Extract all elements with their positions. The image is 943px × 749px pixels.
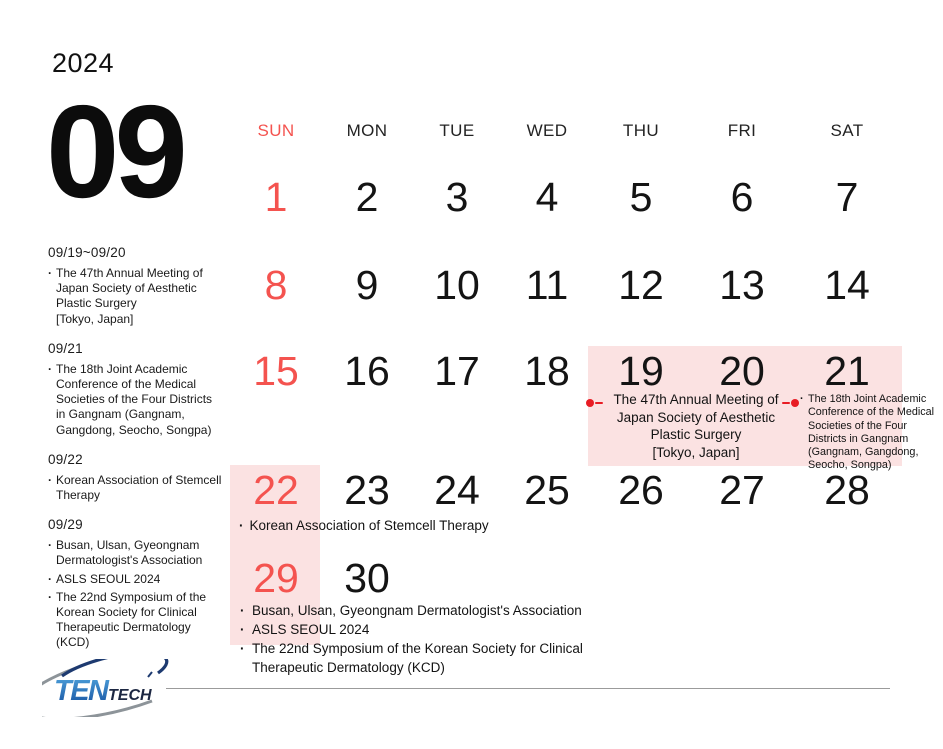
day-cell-24: 24 <box>434 467 480 513</box>
sidebar-event-list <box>48 266 224 327</box>
sidebar-section-sep19-20 <box>48 245 224 327</box>
event-title: The 47th Annual Meeting of Japan Society of Aesthetic Plastic Surgery <box>613 392 779 442</box>
day-cell-1: 1 <box>264 174 288 220</box>
pin-dot <box>791 399 799 407</box>
day-cell-13: 13 <box>719 262 765 308</box>
day-cell-25: 25 <box>524 467 570 513</box>
day-cell-27: 27 <box>719 467 765 513</box>
sidebar-date-range: 09/29 <box>48 517 83 533</box>
weekday-wed: WED <box>526 121 568 140</box>
day-cell-empty <box>690 556 794 600</box>
sidebar-section-sep22 <box>48 452 224 503</box>
day-cell-21: 21 <box>824 348 870 394</box>
calendar-event-sep19-20 <box>597 391 795 461</box>
day-cell-3: 3 <box>445 174 469 220</box>
sidebar-event-item: · The 18th Joint Academic Conference of the Medical Societies of the Four Districts in Gangnam (Gangnam, Gangdong, Seocho, Songpa) <box>48 362 224 438</box>
tentech-logo <box>42 659 170 717</box>
day-cell-11: 11 <box>525 262 569 308</box>
event-item: · Busan, Ulsan, Gyeongnam Dermatologist's Association <box>239 602 611 620</box>
sidebar-date-range: 09/22 <box>48 451 83 467</box>
day-cell-18: 18 <box>524 348 570 394</box>
day-cell-26: 26 <box>618 467 664 513</box>
week-row-1 <box>230 175 910 219</box>
month-number: 09 <box>46 78 183 225</box>
calendar-event-sep21: · The 18th Joint Academic Conference of the Medical Societies of the Four Districts in Gangnam (Gangnam, Gangdong, Seocho, Songpa) <box>808 393 940 473</box>
day-cell-29: 29 <box>253 555 299 601</box>
event-span-start-pin-icon <box>586 399 603 407</box>
event-location: [Tokyo, Japan] <box>56 311 134 326</box>
logo-accent-tick <box>148 672 152 677</box>
sidebar-section-sep21 <box>48 341 224 438</box>
calendar-event-sep22 <box>239 518 489 533</box>
calendar-event-sep29-30 <box>239 602 611 678</box>
week-row-2 <box>230 263 910 307</box>
weekday-sun: SUN <box>257 121 295 140</box>
day-cell-17: 17 <box>434 348 480 394</box>
sidebar-event-item: · Korean Association of Stemcell Therapy <box>48 473 224 503</box>
pin-tail <box>782 402 790 404</box>
day-cell-8: 8 <box>264 262 288 308</box>
bullet-icon: · <box>239 518 244 533</box>
event-item: · The 22nd Symposium of the Korean Society for Clinical Therapeutic Dermatology (KCD) <box>239 640 611 676</box>
day-cell-28: 28 <box>824 467 870 513</box>
footer-divider <box>166 688 890 689</box>
sidebar-event-list <box>48 538 224 650</box>
sidebar-event-item <box>48 266 224 327</box>
day-cell-12: 12 <box>618 262 664 308</box>
day-cell-16: 16 <box>344 348 390 394</box>
event-sidebar <box>48 245 224 665</box>
weekday-tue: TUE <box>439 121 475 140</box>
pin-tail <box>595 402 603 404</box>
day-cell-2: 2 <box>355 174 379 220</box>
day-cell-20: 20 <box>719 348 765 394</box>
sidebar-date-range: 09/19~09/20 <box>48 245 126 260</box>
pin-dot <box>586 399 594 407</box>
day-cell-empty <box>412 556 502 600</box>
year-label: 2024 <box>52 48 115 78</box>
sidebar-event-list <box>48 362 224 438</box>
day-cell-23: 23 <box>344 467 390 513</box>
sidebar-event-item: · The 22nd Symposium of the Korean Society for Clinical Therapeutic Dermatology (KCD) <box>48 590 224 651</box>
day-cell-30: 30 <box>344 555 390 601</box>
sidebar-date-range: 09/21 <box>48 340 83 356</box>
event-text: Korean Association of Stemcell Therapy <box>249 518 489 533</box>
day-cell-6: 6 <box>730 174 754 220</box>
day-cell-4: 4 <box>535 174 559 220</box>
sidebar-event-list <box>48 473 224 503</box>
day-cell-19: 19 <box>618 348 664 394</box>
day-cell-empty <box>794 556 900 600</box>
weekday-mon: MON <box>346 121 388 140</box>
sidebar-event-item: · Busan, Ulsan, Gyeongnam Dermatologist's Association <box>48 538 224 568</box>
day-cell-5: 5 <box>629 174 653 220</box>
weekday-sat: SAT <box>830 121 864 140</box>
week-row-3 <box>230 349 910 393</box>
event-location: [Tokyo, Japan] <box>652 444 740 460</box>
day-cell-14: 14 <box>824 262 870 308</box>
weekday-fri: FRI <box>727 121 757 140</box>
day-cell-10: 10 <box>434 262 480 308</box>
day-cell-7: 7 <box>835 174 859 220</box>
sidebar-event-item: · ASLS SEOUL 2024 <box>48 572 224 587</box>
week-row-5 <box>230 556 910 600</box>
event-text: The 47th Annual Meeting of Japan Society of Aesthetic Plastic Surgery <box>56 266 203 311</box>
logo-brand-text: TEN <box>54 675 108 707</box>
day-cell-9: 9 <box>355 262 379 308</box>
week-row-4 <box>230 468 910 512</box>
weekday-header-row <box>230 121 910 141</box>
day-cell-15: 15 <box>253 348 299 394</box>
logo-suffix-text: TECH <box>108 687 152 704</box>
weekday-thu: THU <box>622 121 660 140</box>
event-item: · ASLS SEOUL 2024 <box>239 621 611 639</box>
day-cell-empty <box>592 556 690 600</box>
day-cell-22: 22 <box>253 467 299 513</box>
event-span-end-pin-icon <box>782 399 799 407</box>
day-cell-empty <box>502 556 592 600</box>
sidebar-section-sep29 <box>48 517 224 650</box>
